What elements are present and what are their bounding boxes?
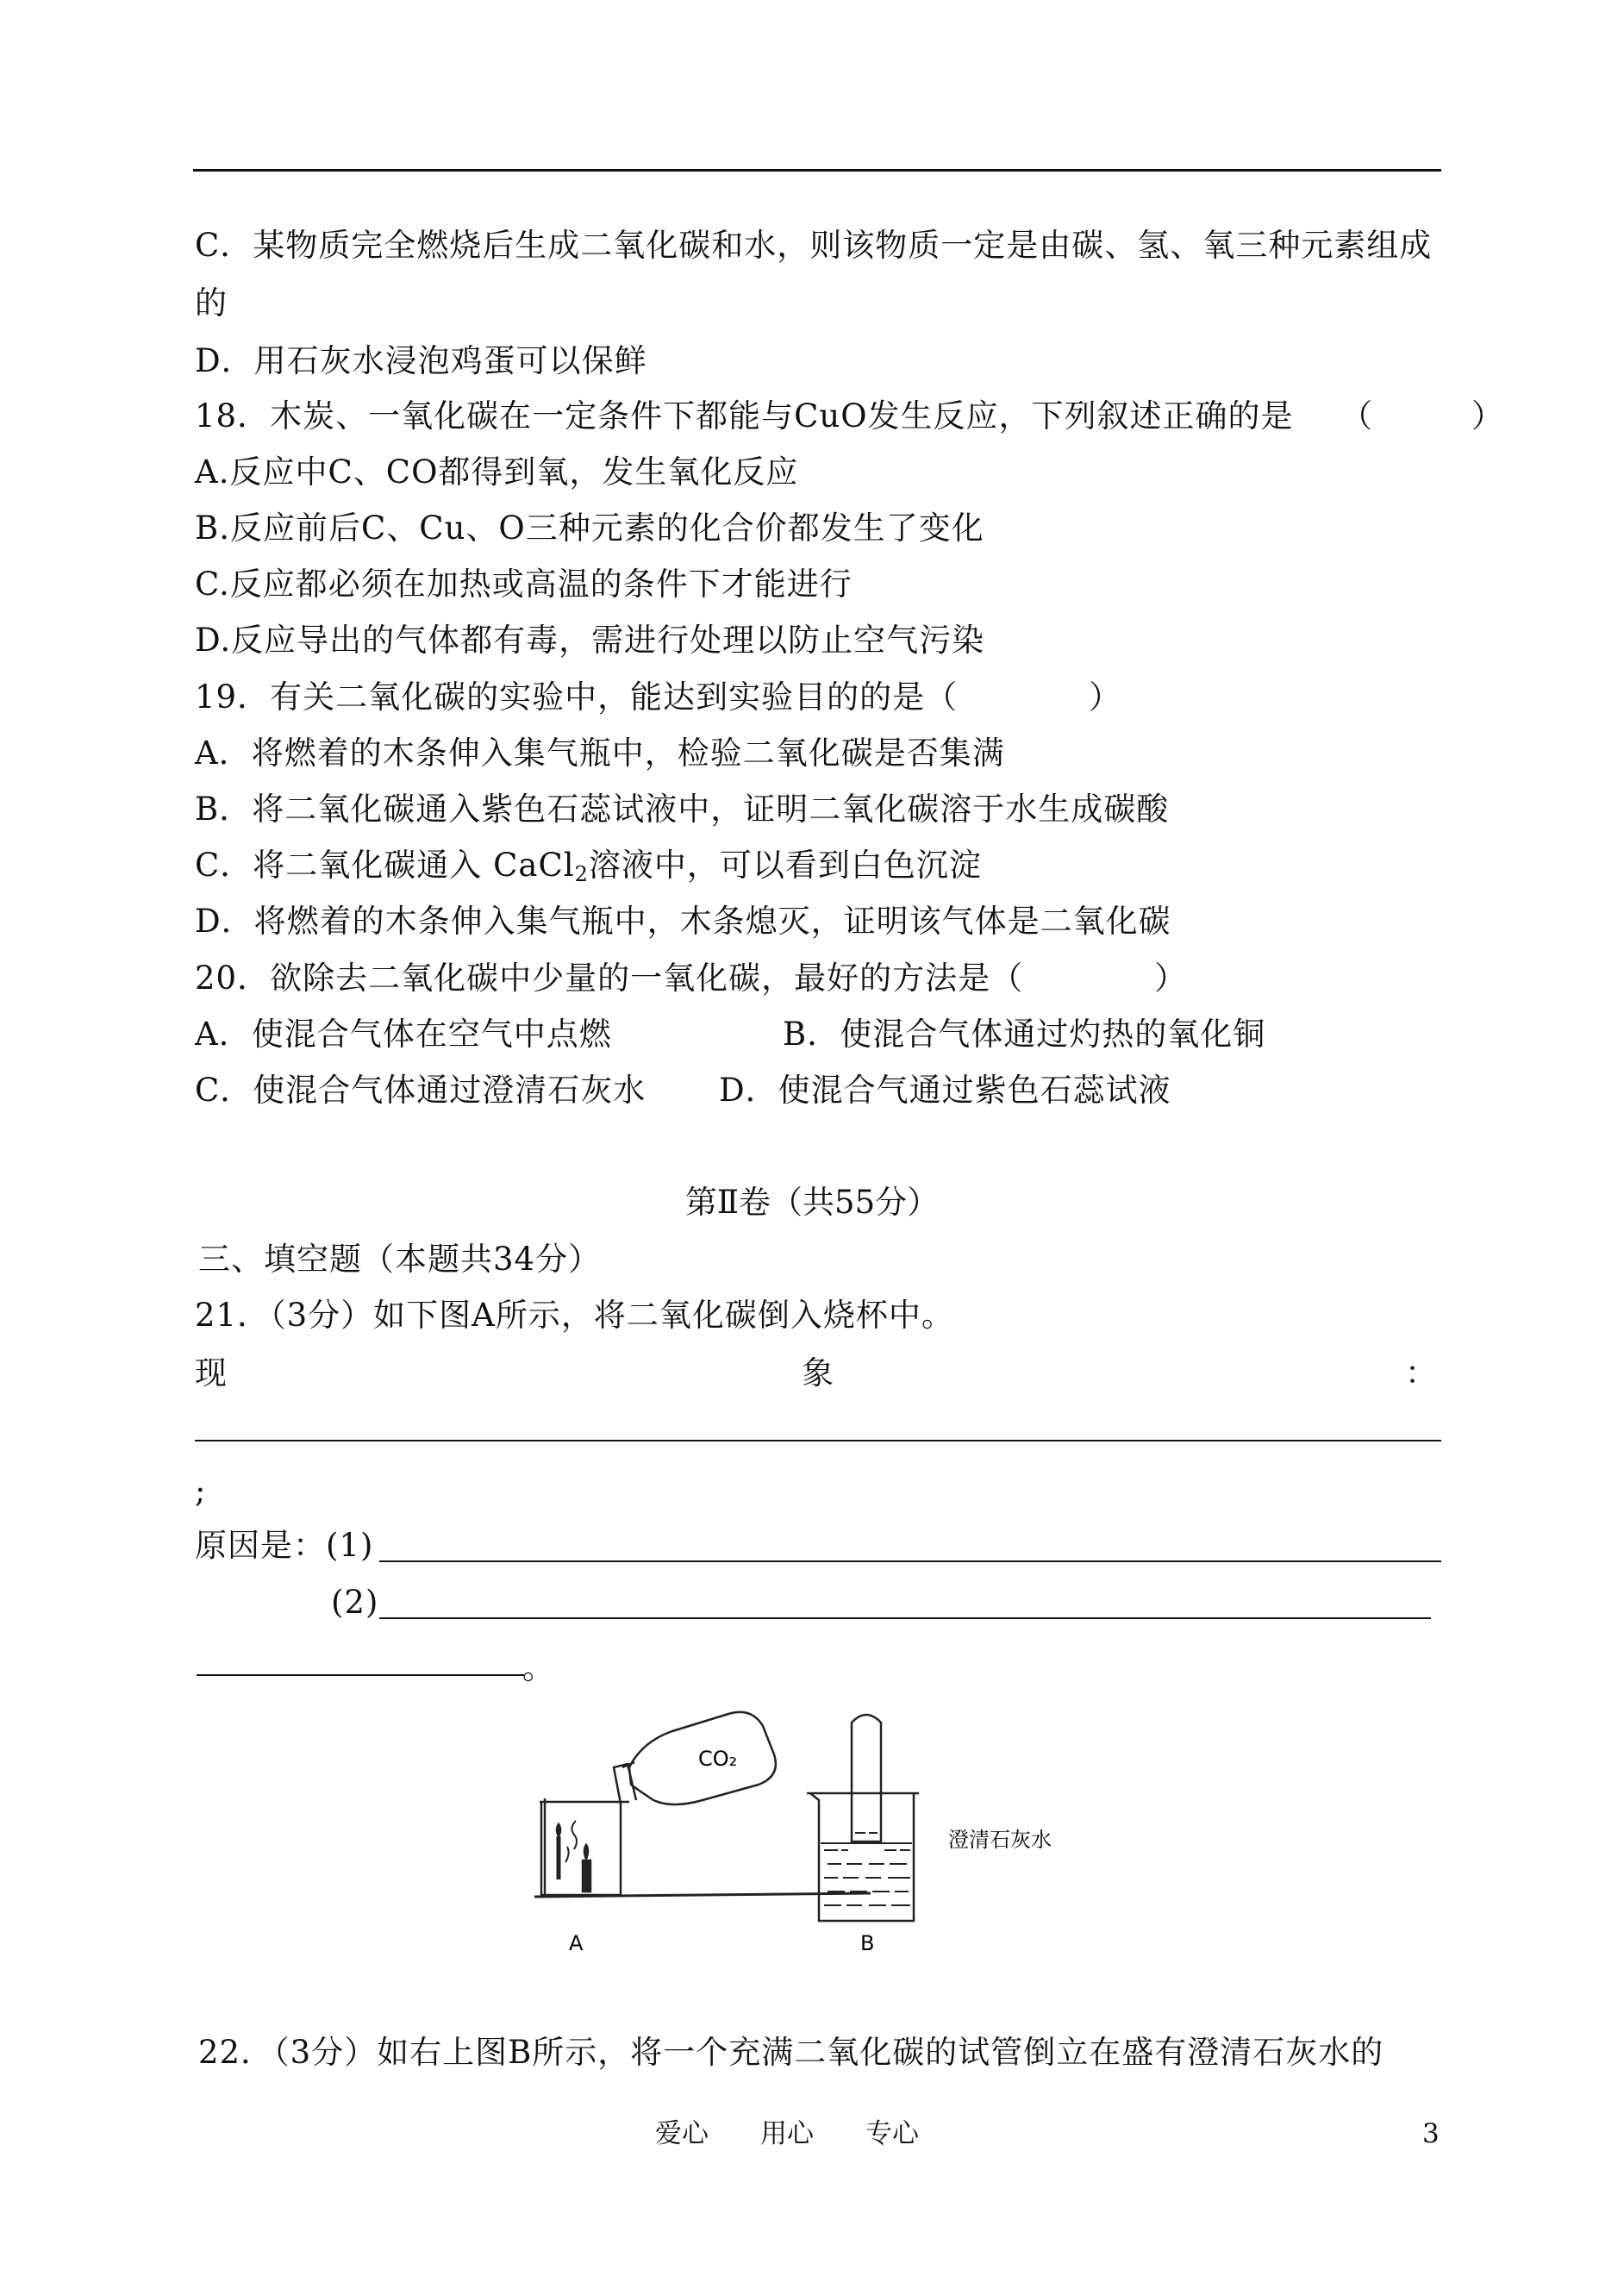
q21-period: 。	[522, 1649, 555, 1686]
q21-reason-2-label: (2)	[331, 1584, 379, 1621]
q19-option-b: B．将二氧化碳通入紫色石蕊试液中，证明二氧化碳溶于水生成碳酸	[195, 791, 1170, 828]
q21-answer-blank-reason-1	[379, 1560, 1441, 1562]
q22-stem: 22．（3分）如右上图B所示，将一个充满二氧化碳的试管倒立在盛有澄清石灰水的	[198, 2034, 1384, 2071]
q19-stem: 19．有关二氧化碳的实验中，能达到实验目的的是（ ）	[195, 678, 1122, 716]
figure-b-limewater-label: 澄清石灰水	[948, 1828, 1052, 1852]
figure-a-apparatus	[534, 1712, 871, 1897]
footer-motto	[655, 2117, 971, 2151]
footer-word-1: 爱心	[655, 2118, 709, 2149]
q18-answer-bracket: （ ）	[1340, 397, 1504, 435]
q21-phenomenon-char1: 现	[195, 1354, 228, 1391]
q20-option-d: D．使混合气通过紫色石蕊试液	[719, 1072, 1171, 1109]
q18-option-a: A.反应中C、CO都得到氧，发生氧化反应	[195, 453, 799, 491]
q21-answer-blank-phenomenon	[195, 1440, 1441, 1441]
q19-option-c-subscript: 2	[574, 862, 589, 886]
figure-b-apparatus	[807, 1715, 919, 1921]
q19-option-d: D．将燃着的木条伸入集气瓶中，木条熄灭，证明该气体是二氧化碳	[195, 903, 1171, 940]
q21-answer-blank-reason-2-cont	[197, 1674, 524, 1676]
q21-reason-label: 原因是：(1)	[195, 1527, 374, 1564]
q17-option-c-line1: C．某物质完全燃烧后生成二氧化碳和水，则该物质一定是由碳、氢、氧三种元素组成	[195, 227, 1433, 264]
q19-option-a: A．将燃着的木条伸入集气瓶中，检验二氧化碳是否集满	[195, 735, 1005, 772]
experiment-figure	[500, 1707, 1138, 1966]
q17-option-d: D．用石灰水浸泡鸡蛋可以保鲜	[195, 342, 647, 379]
figure-a-co2-label: CO₂	[698, 1747, 738, 1771]
figure-b-label: B	[860, 1931, 875, 1955]
q19-option-c-text: C．将二氧化碳通入 CaCl	[195, 847, 575, 884]
q21-stem: 21．（3分）如下图A所示，将二氧化碳倒入烧杯中。	[195, 1297, 954, 1334]
q18-option-c: C.反应都必须在加热或高温的条件下才能进行	[195, 566, 853, 603]
footer-word-2: 用心	[760, 2118, 814, 2149]
footer-word-3: 专心	[865, 2118, 919, 2149]
q17-option-c-line2: 的	[195, 285, 228, 322]
q21-semicolon: ;	[195, 1473, 207, 1510]
q19-option-c	[195, 844, 982, 896]
q18-option-d: D.反应导出的气体都有毒，需进行处理以防止空气污染	[195, 622, 985, 659]
q20-option-c: C．使混合气体通过澄清石灰水	[195, 1072, 646, 1109]
q18-stem: 18．木炭、一氧化碳在一定条件下都能与CuO发生反应，下列叙述正确的是	[195, 397, 1294, 435]
q18-option-b: B.反应前后C、Cu、O三种元素的化合价都发生了变化	[195, 510, 984, 547]
q21-phenomenon-char2: 象	[802, 1354, 834, 1391]
q20-option-a: A．使混合气体在空气中点燃	[195, 1016, 612, 1053]
q20-option-b: B．使混合气体通过灼热的氧化铜	[783, 1016, 1266, 1053]
header-rule	[193, 169, 1441, 172]
q21-answer-blank-reason-2	[379, 1617, 1431, 1619]
section-3-title: 三、填空题（本题共34分）	[198, 1241, 602, 1278]
page-number: 3	[1422, 2118, 1440, 2149]
q19-option-c-text-end: 溶液中，可以看到白色沉淀	[588, 847, 982, 884]
q20-stem: 20．欲除去二氧化碳中少量的一氧化碳，最好的方法是（ ）	[195, 960, 1188, 997]
figure-a-label: A	[569, 1931, 584, 1955]
q21-phenomenon-colon: ：	[1405, 1354, 1438, 1391]
section-2-title: 第Ⅱ卷（共55分）	[684, 1184, 940, 1221]
